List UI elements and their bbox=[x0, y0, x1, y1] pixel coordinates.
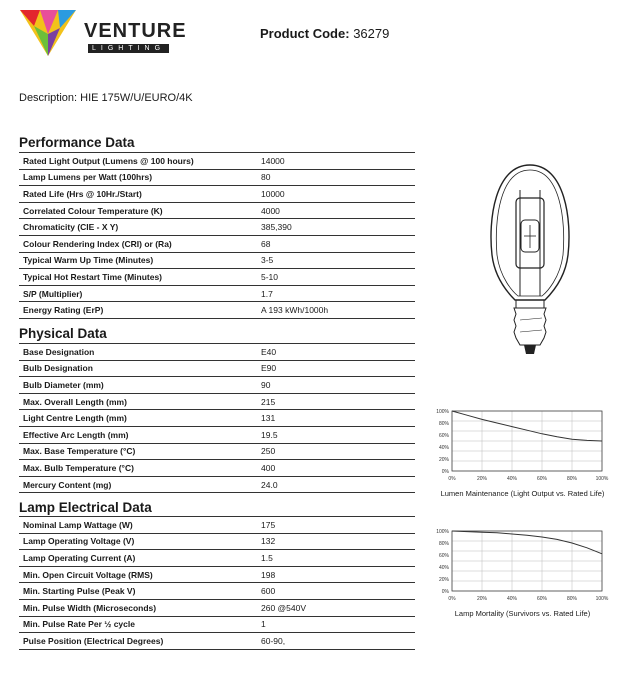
y-tick-label: 100% bbox=[436, 529, 449, 535]
y-tick-label: 40% bbox=[438, 565, 449, 571]
row-value: E90 bbox=[257, 360, 415, 377]
series-line bbox=[452, 411, 602, 441]
row-value: 215 bbox=[257, 393, 415, 410]
y-tick-label: 40% bbox=[438, 445, 449, 451]
row-label: Rated Light Output (Lumens @ 100 hours) bbox=[19, 153, 257, 170]
x-tick-label: 100% bbox=[595, 596, 609, 602]
row-label: Typical Hot Restart Time (Minutes) bbox=[19, 269, 257, 286]
table-row bbox=[19, 153, 415, 170]
y-tick-label: 80% bbox=[438, 421, 449, 427]
row-label: Min. Starting Pulse (Peak V) bbox=[19, 583, 257, 600]
x-tick-label: 40% bbox=[506, 596, 518, 602]
x-tick-label: 0% bbox=[448, 476, 456, 482]
table-row bbox=[19, 269, 415, 286]
product-code bbox=[260, 26, 389, 41]
electrical-table bbox=[19, 516, 415, 650]
lamp-diagram-icon bbox=[480, 160, 580, 360]
row-value: 1.7 bbox=[257, 285, 415, 302]
row-label: Rated Life (Hrs @ 10Hr./Start) bbox=[19, 186, 257, 203]
chart-caption: Lumen Maintenance (Light Output vs. Rated Life) bbox=[440, 489, 605, 498]
row-label: Lamp Operating Voltage (V) bbox=[19, 533, 257, 550]
table-row bbox=[19, 302, 415, 319]
row-value: 400 bbox=[257, 460, 415, 477]
x-tick-label: 80% bbox=[566, 596, 578, 602]
brand-logo bbox=[18, 8, 187, 58]
lamp-mortality-chart bbox=[430, 525, 615, 618]
x-tick-label: 60% bbox=[536, 476, 548, 482]
lumen-maintenance-plot bbox=[430, 405, 615, 487]
row-value: 80 bbox=[257, 169, 415, 186]
table-row bbox=[19, 517, 415, 534]
table-row bbox=[19, 360, 415, 377]
product-description: Description: HIE 175W/U/EURO/4K bbox=[19, 92, 193, 104]
y-tick-label: 0% bbox=[441, 589, 449, 595]
physical-title: Physical Data bbox=[19, 326, 107, 341]
row-label: S/P (Multiplier) bbox=[19, 285, 257, 302]
y-tick-label: 100% bbox=[436, 409, 449, 415]
table-row bbox=[19, 410, 415, 427]
row-value: 14000 bbox=[257, 153, 415, 170]
row-label: Bulb Designation bbox=[19, 360, 257, 377]
brand-name: VENTURE bbox=[84, 20, 187, 42]
row-value: E40 bbox=[257, 344, 415, 361]
row-label: Min. Open Circuit Voltage (RMS) bbox=[19, 566, 257, 583]
row-label: Correlated Colour Temperature (K) bbox=[19, 202, 257, 219]
y-tick-label: 80% bbox=[438, 541, 449, 547]
row-value: 132 bbox=[257, 533, 415, 550]
row-label: Pulse Position (Electrical Degrees) bbox=[19, 633, 257, 650]
table-row bbox=[19, 393, 415, 410]
table-row bbox=[19, 202, 415, 219]
physical-table bbox=[19, 343, 415, 493]
y-tick-label: 0% bbox=[441, 469, 449, 475]
row-value: 24.0 bbox=[257, 476, 415, 493]
row-label: Max. Overall Length (mm) bbox=[19, 393, 257, 410]
row-label: Mercury Content (mg) bbox=[19, 476, 257, 493]
table-row bbox=[19, 169, 415, 186]
table-row bbox=[19, 344, 415, 361]
row-label: Min. Pulse Width (Microseconds) bbox=[19, 599, 257, 616]
row-value: 68 bbox=[257, 235, 415, 252]
x-tick-label: 20% bbox=[476, 596, 488, 602]
row-value: 600 bbox=[257, 583, 415, 600]
x-tick-label: 100% bbox=[595, 476, 609, 482]
row-label: Energy Rating (ErP) bbox=[19, 302, 257, 319]
y-tick-label: 60% bbox=[438, 553, 449, 559]
row-value: 60-90, bbox=[257, 633, 415, 650]
table-row bbox=[19, 426, 415, 443]
row-label: Min. Pulse Rate Per ½ cycle bbox=[19, 616, 257, 633]
y-tick-label: 20% bbox=[438, 577, 449, 583]
table-row bbox=[19, 599, 415, 616]
table-row bbox=[19, 377, 415, 394]
chart-caption: Lamp Mortality (Survivors vs. Rated Life) bbox=[454, 609, 591, 618]
lamp-mortality-plot bbox=[430, 525, 615, 607]
table-row bbox=[19, 583, 415, 600]
table-row bbox=[19, 460, 415, 477]
row-value: 250 bbox=[257, 443, 415, 460]
row-label: Chromaticity (CIE - X Y) bbox=[19, 219, 257, 236]
table-row bbox=[19, 566, 415, 583]
product-code-label: Product Code: bbox=[260, 26, 350, 41]
row-label: Bulb Diameter (mm) bbox=[19, 377, 257, 394]
logo-triangle-icon bbox=[18, 8, 78, 58]
table-row bbox=[19, 186, 415, 203]
row-label: Colour Rendering Index (CRI) or (Ra) bbox=[19, 235, 257, 252]
row-value: 19.5 bbox=[257, 426, 415, 443]
row-value: 5-10 bbox=[257, 269, 415, 286]
row-value: 260 @540V bbox=[257, 599, 415, 616]
row-value: 175 bbox=[257, 517, 415, 534]
table-row bbox=[19, 235, 415, 252]
row-label: Max. Base Temperature (°C) bbox=[19, 443, 257, 460]
row-value: 4000 bbox=[257, 202, 415, 219]
x-tick-label: 80% bbox=[566, 476, 578, 482]
row-label: Effective Arc Length (mm) bbox=[19, 426, 257, 443]
row-value: 1.5 bbox=[257, 550, 415, 567]
table-row bbox=[19, 533, 415, 550]
performance-title: Performance Data bbox=[19, 135, 135, 150]
table-row bbox=[19, 550, 415, 567]
y-tick-label: 20% bbox=[438, 457, 449, 463]
row-label: Lamp Lumens per Watt (100hrs) bbox=[19, 169, 257, 186]
row-label: Max. Bulb Temperature (°C) bbox=[19, 460, 257, 477]
row-label: Base Designation bbox=[19, 344, 257, 361]
row-value: 131 bbox=[257, 410, 415, 427]
table-row bbox=[19, 285, 415, 302]
brand-sub: LIGHTING bbox=[88, 44, 169, 53]
row-value: A 193 kWh/1000h bbox=[257, 302, 415, 319]
row-label: Typical Warm Up Time (Minutes) bbox=[19, 252, 257, 269]
x-tick-label: 40% bbox=[506, 476, 518, 482]
row-value: 10000 bbox=[257, 186, 415, 203]
row-label: Light Centre Length (mm) bbox=[19, 410, 257, 427]
x-tick-label: 0% bbox=[448, 596, 456, 602]
x-tick-label: 20% bbox=[476, 476, 488, 482]
row-label: Lamp Operating Current (A) bbox=[19, 550, 257, 567]
table-row bbox=[19, 252, 415, 269]
x-tick-label: 60% bbox=[536, 596, 548, 602]
row-value: 3-5 bbox=[257, 252, 415, 269]
row-value: 198 bbox=[257, 566, 415, 583]
electrical-title: Lamp Electrical Data bbox=[19, 500, 152, 515]
row-value: 385,390 bbox=[257, 219, 415, 236]
table-row bbox=[19, 476, 415, 493]
table-row bbox=[19, 633, 415, 650]
product-code-value: 36279 bbox=[353, 26, 390, 41]
series-line bbox=[452, 531, 602, 554]
row-label: Nominal Lamp Wattage (W) bbox=[19, 517, 257, 534]
table-row bbox=[19, 219, 415, 236]
row-value: 90 bbox=[257, 377, 415, 394]
table-row bbox=[19, 443, 415, 460]
lumen-maintenance-chart bbox=[430, 405, 615, 498]
y-tick-label: 60% bbox=[438, 433, 449, 439]
performance-table bbox=[19, 152, 415, 319]
table-row bbox=[19, 616, 415, 633]
row-value: 1 bbox=[257, 616, 415, 633]
